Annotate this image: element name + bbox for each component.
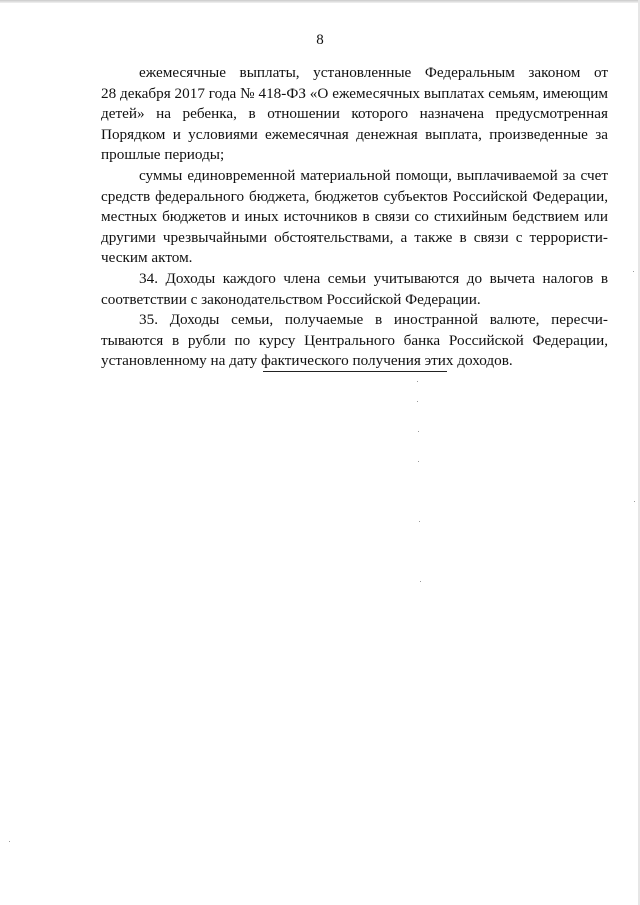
- paragraph-material-aid: [101, 166, 608, 269]
- text-line: прошлые периоды;: [101, 146, 225, 164]
- page-number: 8: [316, 32, 324, 48]
- document-body: [101, 63, 608, 372]
- text-line: средств федерального бюджета, бюджетов субъектов Российской Федерации,: [101, 187, 608, 205]
- text-line: местных бюджетов и иных источников в связи со стихийным бедствием или: [101, 208, 608, 226]
- scan-speck: [418, 461, 419, 462]
- text-line: установленному на дату фактического получения этих доходов.: [101, 352, 513, 370]
- paragraph-monthly-payments: [101, 63, 608, 166]
- end-of-text-rule: [263, 371, 447, 372]
- text-line: 34. Доходы каждого члена семьи учитываются до вычета налогов в: [139, 269, 608, 287]
- text-line: суммы единовременной материальной помощи, выплачиваемой за счет: [139, 166, 608, 184]
- text-line: ежемесячные выплаты, установленные Федеральным законом от: [139, 64, 608, 81]
- text-line: тываются в рубли по курсу Центрального банка Российской Федерации,: [101, 331, 608, 349]
- scan-speck: [634, 501, 635, 502]
- scan-speck: [417, 401, 418, 402]
- scan-speck: [420, 581, 421, 582]
- paragraph-item-35: [101, 310, 608, 372]
- text-line: ческим актом.: [101, 249, 193, 267]
- text-line: Порядком и условиями ежемесячная денежная выплата, произведенные за: [101, 125, 608, 143]
- scan-speck: [417, 381, 418, 382]
- scan-speck: [9, 841, 10, 842]
- scan-speck: [633, 271, 634, 272]
- text-line: детей» на ребенка, в отношении которого назначена предусмотренная: [101, 105, 608, 123]
- text-line: 35. Доходы семьи, получаемые в иностранной валюте, пересчи-: [139, 311, 608, 329]
- scan-speck: [418, 431, 419, 432]
- text-line: 28 декабря 2017 года № 418-ФЗ «О ежемесячных выплатах семьям, имеющим: [101, 84, 608, 102]
- paragraph-item-34: [101, 269, 608, 310]
- scan-top-edge: [0, 0, 640, 3]
- text-line: другими чрезвычайными обстоятельствами, а также в связи с террористи-: [101, 228, 608, 246]
- scan-speck: [419, 521, 420, 522]
- text-line: соответствии с законодательством Российской Федерации.: [101, 290, 481, 308]
